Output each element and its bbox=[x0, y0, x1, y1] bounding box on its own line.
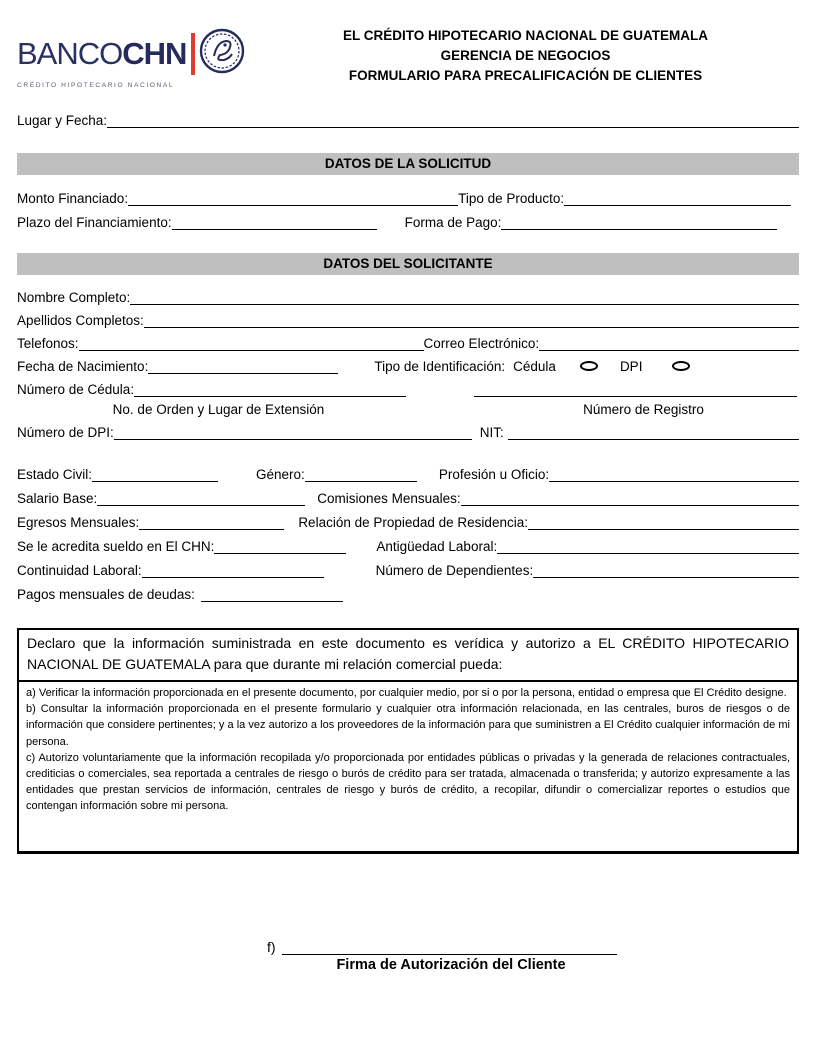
forma-pago-input[interactable] bbox=[501, 213, 777, 230]
title-line-1: EL CRÉDITO HIPOTECARIO NACIONAL DE GUATEMALA bbox=[342, 28, 708, 43]
nombre-completo-label: Nombre Completo: bbox=[17, 290, 131, 305]
continuidad-laboral-input[interactable] bbox=[142, 561, 324, 578]
nit-input[interactable] bbox=[508, 423, 799, 440]
salario-base-label: Salario Base: bbox=[17, 491, 98, 506]
continuidad-laboral-label: Continuidad Laboral: bbox=[17, 563, 142, 578]
acredita-sueldo-input[interactable] bbox=[214, 537, 346, 554]
declaration-intro: Declaro que la información suministrada en este documento es verídica y autorizo a EL CRÉDITO HIPOTECARIO NACIONAL DE GUATEMALA para que durante mi relación comercial pueda: bbox=[17, 628, 799, 682]
antiguedad-laboral-input[interactable] bbox=[497, 537, 799, 554]
nombre-completo-input[interactable] bbox=[130, 288, 799, 305]
dpi-radio[interactable] bbox=[672, 361, 690, 371]
correo-electronico-input[interactable] bbox=[539, 334, 799, 351]
genero-label: Género: bbox=[256, 467, 305, 482]
pagos-deudas-label: Pagos mensuales de deudas: bbox=[17, 587, 195, 602]
numero-dpi-label: Número de DPI: bbox=[17, 425, 114, 440]
apellidos-completos-input[interactable] bbox=[144, 311, 799, 328]
declaration-clause-a: a) Verificar la información proporcionada en el presente documento, por cualquier medio, por si o por la persona, entidad o empresa que El Crédito designe. bbox=[26, 687, 787, 699]
logo-banco-text: BANCO bbox=[17, 36, 123, 71]
telefonos-input[interactable] bbox=[79, 334, 424, 351]
cedula-option-label: Cédula bbox=[513, 359, 556, 374]
signature-line-input[interactable] bbox=[282, 938, 617, 955]
estado-civil-label: Estado Civil: bbox=[17, 467, 93, 482]
numero-cedula-label: Número de Cédula: bbox=[17, 382, 135, 397]
relacion-propiedad-input[interactable] bbox=[528, 513, 799, 530]
telefonos-label: Telefonos: bbox=[17, 336, 79, 351]
banco-chn-logo bbox=[17, 20, 242, 89]
signature-caption: Firma de Autorización del Cliente bbox=[336, 956, 566, 973]
salario-base-input[interactable] bbox=[97, 489, 305, 506]
logo-chn-text: CHN bbox=[122, 36, 187, 71]
forma-pago-label: Forma de Pago: bbox=[404, 215, 502, 230]
tipo-producto-label: Tipo de Producto: bbox=[458, 191, 565, 206]
nit-label: NIT: bbox=[479, 425, 504, 440]
egresos-mensuales-label: Egresos Mensuales: bbox=[17, 515, 140, 530]
title-line-3: FORMULARIO PARA PRECALIFICACIÓN DE CLIENTES bbox=[348, 68, 703, 83]
genero-input[interactable] bbox=[305, 465, 417, 482]
monto-financiado-label: Monto Financiado: bbox=[17, 191, 129, 206]
declaration-clause-b: b) Consultar la información proporcionada en el presente formulario y cualquier otra información relacionada, en las centrales, buros de riesgos o de información que considere pertinentes; y a la vez autorizo a los proveedores de la información para que suministren a El Crédito cualquier información de mi persona. bbox=[26, 703, 790, 748]
title-line-2: GERENCIA DE NEGOCIOS bbox=[440, 48, 611, 63]
profesion-oficio-input[interactable] bbox=[549, 465, 799, 482]
declaration-clause-c: c) Autorizo voluntariamente que la información recopilada y/o proporcionada por entidades públicas o privadas y la generada de relaciones contractuales, crediticias o comerciales, sea reportada a centrales de riesgo o burós de crédito para ser tratada, almacenada o transferida; y autorizo expresamente a las entidades que prestan servicios de información, centrales de riesgo y burós de crédito, a recopilar, difundir o comercializar reportes o estudios que contengan información sobre mi persona. bbox=[26, 751, 790, 813]
numero-registro-caption: Número de Registro bbox=[583, 402, 704, 417]
declaration-clauses bbox=[17, 682, 799, 854]
egresos-mensuales-input[interactable] bbox=[139, 513, 284, 530]
plazo-financiamiento-input[interactable] bbox=[172, 213, 377, 230]
chn-seal-icon bbox=[199, 28, 245, 79]
plazo-financiamiento-label: Plazo del Financiamiento: bbox=[17, 215, 172, 230]
apellidos-completos-label: Apellidos Completos: bbox=[17, 313, 144, 328]
logo-red-bar bbox=[191, 33, 195, 75]
form-title-block bbox=[242, 20, 799, 86]
comisiones-mensuales-input[interactable] bbox=[461, 489, 799, 506]
lugar-fecha-input[interactable] bbox=[107, 111, 799, 128]
logo-subtitle: CRÉDITO HIPOTECARIO NACIONAL bbox=[17, 82, 175, 89]
cedula-radio[interactable] bbox=[580, 361, 598, 371]
numero-dpi-input[interactable] bbox=[114, 423, 472, 440]
numero-dependientes-input[interactable] bbox=[533, 561, 799, 578]
comisiones-mensuales-label: Comisiones Mensuales: bbox=[317, 491, 461, 506]
numero-cedula-input[interactable] bbox=[134, 380, 406, 397]
profesion-oficio-label: Profesión u Oficio: bbox=[438, 467, 550, 482]
signature-block bbox=[267, 938, 799, 955]
tipo-identificacion-label: Tipo de Identificación: bbox=[374, 359, 506, 374]
form-header bbox=[17, 0, 799, 89]
numero-dependientes-label: Número de Dependientes: bbox=[375, 563, 534, 578]
pagos-deudas-input[interactable] bbox=[201, 585, 343, 602]
fecha-nacimiento-input[interactable] bbox=[148, 357, 338, 374]
section-datos-solicitante: DATOS DEL SOLICITANTE bbox=[17, 253, 799, 275]
signature-prefix: f) bbox=[267, 938, 276, 955]
acredita-sueldo-label: Se le acredita sueldo en El CHN: bbox=[17, 539, 215, 554]
antiguedad-laboral-label: Antigüedad Laboral: bbox=[376, 539, 498, 554]
numero-registro-input[interactable] bbox=[474, 380, 797, 397]
correo-electronico-label: Correo Electrónico: bbox=[423, 336, 540, 351]
fecha-nacimiento-label: Fecha de Nacimiento: bbox=[17, 359, 149, 374]
lugar-fecha-label: Lugar y Fecha: bbox=[17, 113, 108, 128]
relacion-propiedad-label: Relación de Propiedad de Residencia: bbox=[298, 515, 528, 530]
orden-extension-caption: No. de Orden y Lugar de Extensión bbox=[112, 402, 325, 417]
section-datos-solicitud: DATOS DE LA SOLICITUD bbox=[17, 153, 799, 175]
estado-civil-input[interactable] bbox=[92, 465, 218, 482]
monto-financiado-input[interactable] bbox=[128, 189, 458, 206]
tipo-producto-input[interactable] bbox=[564, 189, 791, 206]
dpi-option-label: DPI bbox=[619, 359, 643, 374]
